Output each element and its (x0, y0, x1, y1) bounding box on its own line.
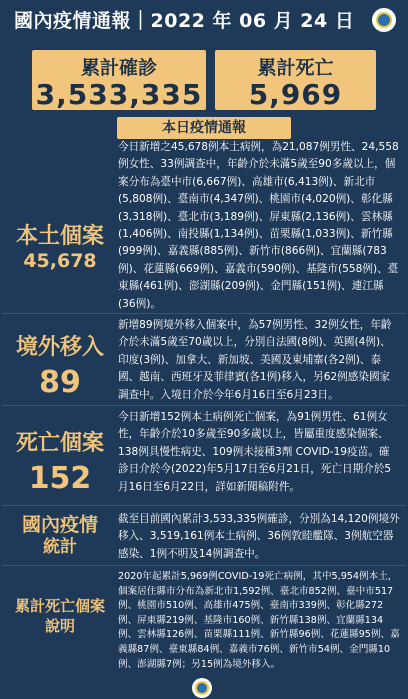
section-title: 國內疫情 (21, 514, 98, 536)
total-deaths-label: 累計死亡 (257, 57, 334, 79)
section-label (8, 426, 112, 496)
total-cases-label: 累計確診 (80, 57, 157, 79)
section-number: 45,678 (23, 250, 97, 272)
page-title: 國內疫情通報｜2022 年 06 月 24 日 (14, 10, 355, 32)
section-label (8, 330, 112, 400)
section-subtitle: 統計 (43, 537, 77, 557)
section-label (8, 514, 112, 558)
section-label (8, 596, 112, 636)
section-deaths (2, 405, 406, 502)
total-cases-box (32, 50, 206, 110)
header-bar (0, 0, 408, 44)
cdc-logo-icon (192, 678, 212, 698)
section-label (8, 219, 112, 272)
section-imported-cases (2, 313, 406, 408)
total-deaths-box (215, 50, 376, 110)
section-body: 截至目前國內累計3,533,335例確診，分別為14,120例境外移入、3,519,161例本土病例、36例敦睦艦隊、3例航空器感染、1例不明及14例調查中。 (118, 513, 400, 560)
total-cases-value: 3,533,335 (35, 78, 203, 111)
section-domestic-stats (2, 505, 406, 568)
section-body: 今日新增之45,678例本土病例，為21,087例男性、24,558例女性、33例調查中，年齡介於未滿5歲至90多歲以上，個案分布為臺中市(6,667例)、高雄市(6,413例)、新北市(5,808例)、臺南市(4,347例)、桃園市(4,020例)、彰化縣(3,318例)、臺北市(3,189例)、屏東縣(2,136例)、雲林縣(1,406例)、南投縣(1,134例)、苗栗縣(1,033例)、新竹縣(999例)、嘉義縣(885例)、新竹市(866例)、宜蘭縣(783例)、花蓮縣(669例)、嘉義市(590例)、基隆市(558例)、臺東縣(461例)、澎湖縣(209例)、金門縣(151例)、連江縣(36例)。 (118, 141, 399, 310)
total-deaths-value: 5,969 (248, 78, 343, 111)
section-body: 2020年起累計5,969例COVID-19死亡病例，其中5,954例本土，個案居住縣市分布為新北市1,592例、臺北市852例、臺中市517例、桃園市510例、高雄市475例、臺南市339例、彰化縣272例、屏東縣219例、基隆市160例、新竹縣138例、宜蘭縣134例、雲林縣126例、苗栗縣111例、新竹縣96例、花蓮縣95例、嘉義縣87例、臺東縣84例、嘉義市76例、新竹市54例、金門縣10例、澎湖縣7例；另15例為境外移入。 (118, 571, 400, 670)
section-body: 新增89例境外移入個案中，為57例男性、32例女性，年齡介於未滿5歲至70歲以上，分別自法國(8例)、英國(4例)、印度(3例)、加拿大、新加坡、美國及東埔寨(各2例)、泰國、越南、西班牙及菲律賓(各1例)移入，另62例感染國家調查中。入境日介於今年6月16日至6月23日。 (118, 319, 392, 401)
section-title: 累計死亡個案 (14, 597, 105, 615)
section-title: 死亡個案 (15, 431, 104, 456)
section-cumulative-deaths (2, 565, 406, 672)
section-local-cases (2, 139, 406, 311)
today-report-banner: 本日疫情通報 (117, 117, 291, 139)
section-title: 本土個案 (15, 224, 104, 249)
cdc-seal-icon (372, 8, 396, 32)
section-number: 89 (39, 365, 81, 400)
section-title: 境外移入 (15, 335, 104, 360)
section-body: 今日新增152例本土病例死亡個案，為91例男性、61例女性，年齡介於10多歲至90多歲以上，皆屬重度感染個案、138例具慢性病史、109例未接種3劑 COVID-19疫苗。確診日介於今(2022)年5月17日至6月21日，死亡日期介於5月16日至6月22日，詳如新聞稿附件。 (118, 411, 392, 493)
section-subtitle: 說明 (44, 617, 75, 635)
section-number: 152 (28, 461, 92, 496)
